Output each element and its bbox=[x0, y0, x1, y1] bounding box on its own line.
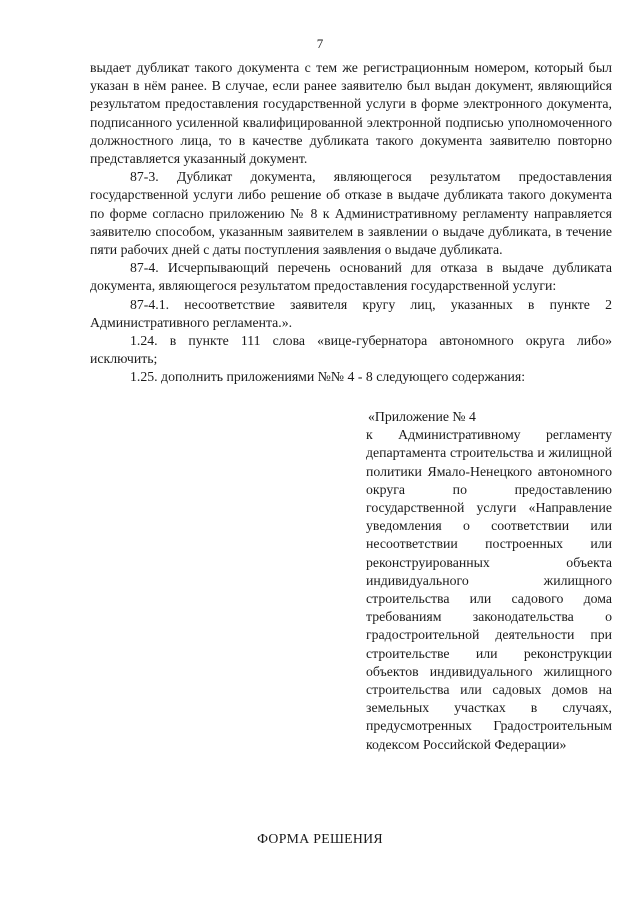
document-body bbox=[90, 59, 612, 387]
appendix-description: к Административному регламенту департамента строительства и жилищной политики Ямало-Ненецкого автономного округа по предоставлению государственной услуги «Направление уведомления о соответствии или несоответствии построенных или реконструированных объекта индивидуального жилищного строительства или садового дома требованиям законодательства о градостроительной деятельности при строительстве или реконструкции объектов индивидуального жилищного строительства или садовых домов на земельных участках в случаях, предусмотренных Градостроительным кодексом Российской Федерации» bbox=[366, 427, 612, 752]
paragraph-1-24: 1.24. в пункте 111 слова «вице-губернатора автономного округа либо» исключить; bbox=[90, 333, 612, 367]
appendix-title: «Приложение № 4 bbox=[368, 409, 476, 424]
paragraph-87-4: 87-4. Исчерпывающий перечень оснований для отказа в выдаче дубликата документа, являющегося результатом предоставления государственной услуги: bbox=[90, 260, 612, 294]
paragraph-87-4-1: 87-4.1. несоответствие заявителя кругу лиц, указанных в пункте 2 Административного регламента.». bbox=[90, 296, 612, 330]
paragraph-87-3: 87-3. Дубликат документа, являющегося результатом предоставления государственной услуги либо решение об отказе в выдаче дубликата такого документа по форме согласно приложению № 8 к Административному регламенту направляется заявителю способом, указанным заявителем в заявлении о выдаче дубликата, в течение пяти рабочих дней с даты поступления заявления о выдаче дубликата. bbox=[90, 169, 612, 258]
paragraph-continuation: выдает дубликат такого документа с тем же регистрационным номером, который был указан в нём ранее. В случае, если ранее заявителю был выдан документ, являющийся результатом предоставления государственной услуги в форме электронного документа, подписанного усиленной квалифицированной электронной подписью уполномоченного должностного лица, то в качестве дубликата такого документа заявителю повторно представляется указанный документ. bbox=[90, 60, 612, 167]
paragraph-1-25: 1.25. дополнить приложениями №№ 4 - 8 следующего содержания: bbox=[130, 369, 526, 385]
page-number: 7 bbox=[316, 36, 324, 51]
appendix-header-block bbox=[366, 408, 612, 754]
form-title: ФОРМА РЕШЕНИЯ bbox=[257, 831, 383, 846]
